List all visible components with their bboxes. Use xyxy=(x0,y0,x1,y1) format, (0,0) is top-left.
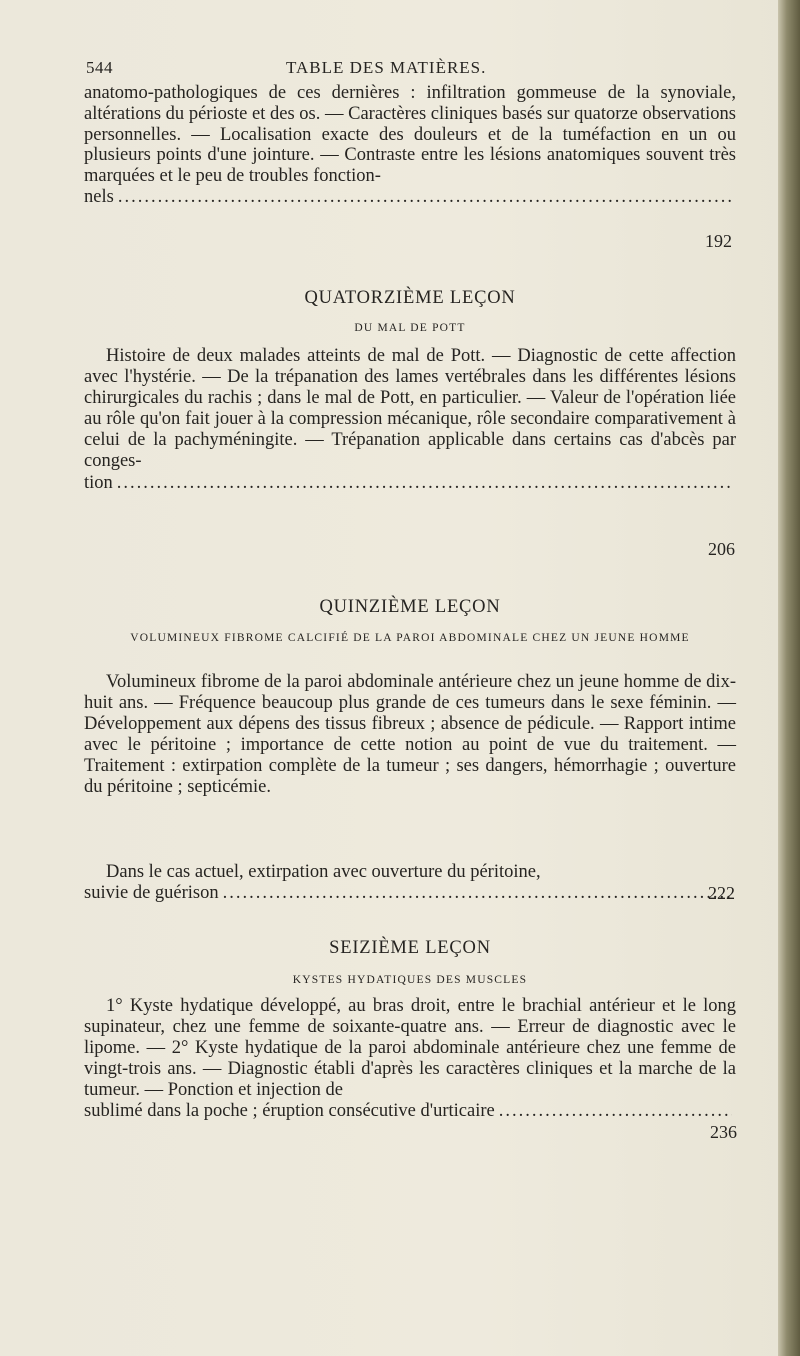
running-head xyxy=(86,58,746,84)
page-number: 544 xyxy=(86,58,113,77)
lesson-15-tail-text: suivie de guérison xyxy=(84,883,219,904)
lesson-14-page-ref: 206 xyxy=(708,539,735,559)
dot-leader xyxy=(118,187,732,208)
lesson-14-summary xyxy=(84,346,736,494)
lesson-14-heading: QUATORZIÈME LEÇON xyxy=(304,288,516,308)
lesson-16-summary xyxy=(84,996,736,1123)
lesson-15-text: Volumineux fibrome de la paroi abdominale antérieure chez un jeune homme de dix-huit ans. — Fréquence beaucoup plus grande de ces tumeurs dans le sexe féminin. — Développement aux dépens des tissus fibreux ; absence de pédicule. — Rapport intime avec le péritoine ; importance de cette notion au point de vue du traitement. — Traitement : extirpation complète de la tumeur ; ses dangers, hémorrhagie ; ouverture du péritoine ; septicémie. xyxy=(84,672,736,798)
intro-text: anatomo-pathologiques de ces dernières : infiltration gommeuse de la synoviale, altérations du périoste et des os. — Caractères cliniques basés sur quatorze observations personnelles. — Localisation exacte des douleurs et de la tuméfaction en un ou plusieurs points d'une jointure. — Contraste entre les lésions anatomiques souvent très marquées et le peu de troubles fonction- xyxy=(84,83,736,187)
running-title: TABLE DES MATIÈRES. xyxy=(286,58,487,77)
lesson-15-subheading: VOLUMINEUX FIBROME CALCIFIÉ DE LA PAROI ABDOMINALE CHEZ UN JEUNE HOMME xyxy=(130,632,690,644)
lesson-15-page-ref: 222 xyxy=(708,883,735,903)
lesson-14-tail-text: tion xyxy=(84,472,113,493)
lesson-16-subheading: KYSTES HYDATIQUES DES MUSCLES xyxy=(292,974,528,986)
lesson-14-tail-line xyxy=(84,473,736,494)
lesson-16-page-ref: 236 xyxy=(710,1122,737,1142)
intro-tail-text: nels xyxy=(84,186,114,207)
lesson-15-heading: QUINZIÈME LEÇON xyxy=(319,597,501,617)
intro-page-ref: 192 xyxy=(705,231,732,251)
dot-leader xyxy=(499,1101,732,1122)
lesson-16-heading: SEIZIÈME LEÇON xyxy=(329,938,491,958)
lesson-15-tail-line xyxy=(84,883,736,904)
lesson-16-text: 1° Kyste hydatique développé, au bras droit, entre le brachial antérieur et le long supinateur, chez une femme de soixante-quatre ans. — Erreur de diagnostic avec le lipome. — 2° Kyste hydatique de la paroi abdominale antérieure chez une femme de vingt-trois ans. — Diagnostic établi d'après les caractères cliniques et la marche de la tumeur. — Ponction et injection de xyxy=(84,996,736,1101)
lesson-15-summary xyxy=(84,672,736,799)
lesson-14-text: Histoire de deux malades atteints de mal de Pott. — Diagnostic de cette affection avec l'hystérie. — De la trépanation des lames vertébrales dans les différentes lésions chirurgicales du rachis ; dans le mal de Pott, en particulier. — Valeur de l'opération liée au rôle qu'on fait jouer à la compression mécanique, rôle secondaire comparativement à celui de la pachyméningite. — Trépanation applicable dans certains cas d'abcès par conges- xyxy=(84,346,736,472)
intro-tail-line xyxy=(84,187,736,208)
lesson-15-conclusion-text: Dans le cas actuel, extirpation avec ouverture du péritoine, xyxy=(106,862,541,882)
dot-leader xyxy=(117,473,732,494)
lesson-16-tail-text: sublimé dans la poche ; éruption consécutive d'urticaire xyxy=(84,1101,495,1122)
page-edge-shadow xyxy=(778,0,800,1356)
dot-leader xyxy=(223,883,732,904)
lesson-15-conclusion xyxy=(84,862,736,904)
intro-paragraph xyxy=(84,83,736,208)
lesson-16-tail-line xyxy=(84,1101,736,1122)
lesson-14-subheading: DU MAL DE POTT xyxy=(354,322,466,334)
